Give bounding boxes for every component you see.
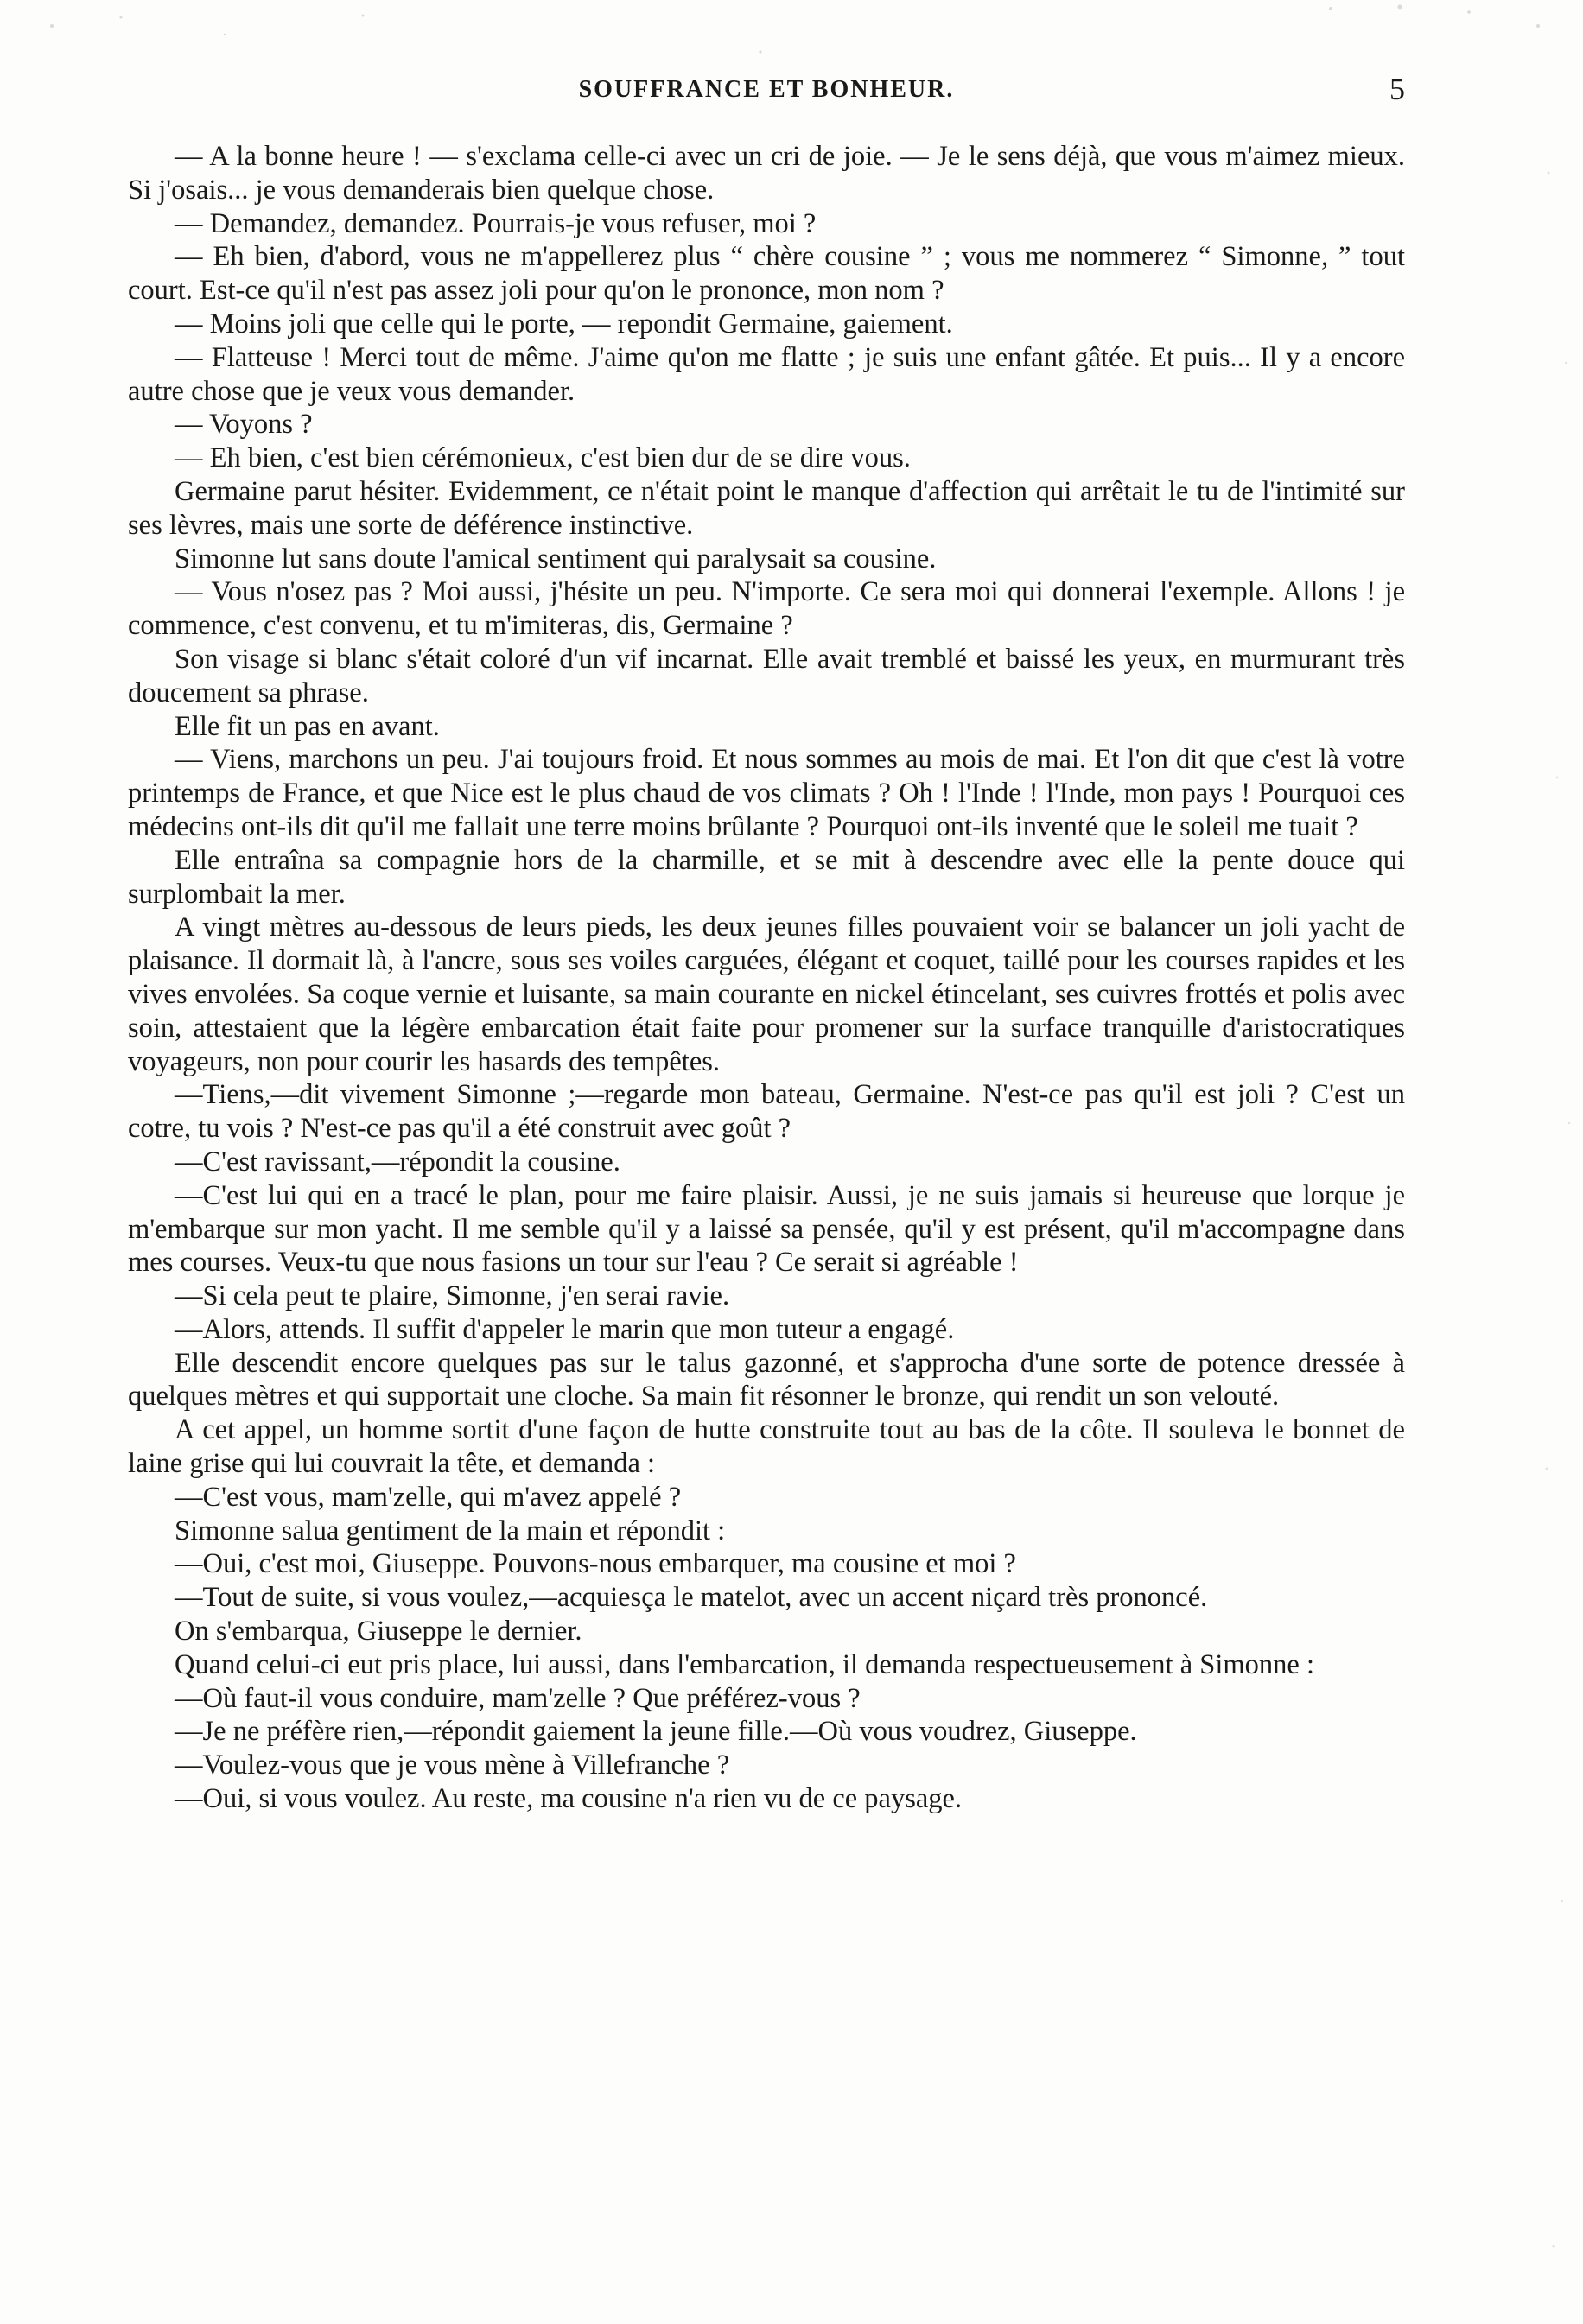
paragraph: Simonne lut sans doute l'amical sentiment qui paralysait sa cousine. [175,543,937,575]
paragraph: — A la bonne heure ! — s'exclama celle-ci avec un cri de joie. — Je le sens déjà, que vous m'aimez mieux. Si j'osais... je vous demanderais bien quelque chose. [128,141,1405,206]
paragraph: —Tiens,—dit vivement Simonne ;—regarde mon bateau, Germaine. N'est-ce pas qu'il est joli ? C'est un cotre, tu vois ? N'est-ce pas qu'il a été construit avec goût ? [128,1079,1405,1145]
paragraph: —Oui, si vous voulez. Au reste, ma cousine n'a rien vu de ce paysage. [175,1783,963,1815]
paragraph: —Je ne préfère rien,—répondit gaiement la jeune fille.—Où vous voudrez, Giuseppe. [175,1716,1137,1748]
paragraph: Quand celui-ci eut pris place, lui aussi, dans l'embarcation, il demanda respectueusement à Simonne : [175,1648,1314,1680]
paragraph: A vingt mètres au-dessous de leurs pieds, les deux jeunes filles pouvaient voir se balancer un joli yacht de plaisance. Il dormait là, à l'ancre, sous ses voiles carguées, élégant et coquet, taillé pour les courses rapides et les vives envolées. Sa coque vernie et luisante, sa main courante en nickel étincelant, ses cuivres frottés et polis avec soin, attestaient que la légère embarcation était faite pour promener sur la surface tranquille d'aristocratiques voyageurs, non pour courir les hasards des tempêtes. [128,911,1405,1077]
paragraph: Germaine parut hésiter. Evidemment, ce n'était point le manque d'affection qui arrêtait le tu de l'intimité sur ses lèvres, mais une sorte de déférence instinctive. [128,475,1405,541]
scan-noise-right-edge [1531,0,1583,2324]
body-text [128,140,1405,1816]
paragraph: —Oui, c'est moi, Giuseppe. Pouvons-nous embarquer, ma cousine et moi ? [175,1548,1016,1580]
paragraph: —Alors, attends. Il suffit d'appeler le marin que mon tuteur a engagé. [175,1313,955,1345]
paragraph: — Flatteuse ! Merci tout de même. J'aime qu'on me flatte ; je suis une enfant gâtée. Et puis... Il y a encore autre chose que je veux vous demander. [128,341,1405,407]
page-number: 5 [1389,72,1405,106]
paragraph: On s'embarqua, Giuseppe le dernier. [175,1616,582,1648]
paragraph: — Eh bien, d'abord, vous ne m'appellerez plus “ chère cousine ” ; vous me nommerez “ Simonne, ” tout court. Est-ce qu'il n'est pas assez joli pour qu'on le prononce, mon nom ? [128,241,1405,307]
paragraph: — Moins joli que celle qui le porte, — repondit Germaine, gaiement. [175,308,953,340]
running-head: SOUFFRANCE ET BONHEUR. [578,76,955,103]
paragraph: —C'est lui qui en a tracé le plan, pour me faire plaisir. Aussi, je ne suis jamais si heureuse que lorque je m'embarque sur mon yacht. Il me semble qu'il y a laissé sa pensée, qu'il y est présent, qu'il m'accompagne dans mes courses. Veux-tu que nous fasions un tour sur l'eau ? Ce serait si agréable ! [128,1179,1405,1279]
paragraph: Elle entraîna sa compagnie hors de la charmille, et se mit à descendre avec elle la pente douce qui surplombait la mer. [128,844,1405,910]
paragraph: —Où faut-il vous conduire, mam'zelle ? Que préférez-vous ? [175,1682,861,1714]
paragraph: — Eh bien, c'est bien cérémonieux, c'est bien dur de se dire vous. [175,442,911,474]
paragraph: Simonne salua gentiment de la main et répondit : [175,1514,726,1546]
paragraph: — Viens, marchons un peu. J'ai toujours froid. Et nous sommes au mois de mai. Et l'on dit que c'est là votre printemps de France, et que Nice est le plus chaud de vos climats ? Oh ! l'Inde ! l'Inde, mon pays ! Pourquoi ces médecins ont-ils dit qu'il me fallait une terre moins brûlante ? Pourquoi ont-ils inventé que le soleil me tuait ? [128,744,1405,842]
paragraph: A cet appel, un homme sortit d'une façon de hutte construite tout au bas de la côte. Il souleva le bonnet de laine grise qui lui couvrait la tête, et demanda : [128,1414,1405,1480]
paragraph: Elle fit un pas en avant. [175,710,440,742]
paragraph: —Si cela peut te plaire, Simonne, j'en serai ravie. [175,1280,730,1312]
paragraph: Son visage si blanc s'était coloré d'un vif incarnat. Elle avait tremblé et baissé les yeux, en murmurant très doucement sa phrase. [128,643,1405,708]
paragraph: —Tout de suite, si vous voulez,—acquiesça le matelot, avec un accent niçard très prononcé. [175,1582,1208,1614]
paragraph: — Voyons ? [175,409,313,441]
paragraph: — Vous n'osez pas ? Moi aussi, j'hésite un peu. N'importe. Ce sera moi qui donnerai l'exemple. Allons ! je commence, c'est convenu, et tu m'imiteras, dis, Germaine ? [128,576,1405,642]
paragraph: Elle descendit encore quelques pas sur le talus gazonné, et s'approcha d'une sorte de potence dressée à quelques mètres et qui supportait une cloche. Sa main fit résonner le bronze, qui rendit un son velouté. [128,1347,1405,1413]
scan-noise-top [0,0,1583,69]
paragraph: —C'est ravissant,—répondit la cousine. [175,1146,620,1178]
page-header [128,72,1405,114]
paragraph: —Voulez-vous que je vous mène à Villefranche ? [175,1749,730,1781]
paragraph: — Demandez, demandez. Pourrais-je vous refuser, moi ? [175,207,817,239]
paragraph: —C'est vous, mam'zelle, qui m'avez appelé ? [175,1481,682,1513]
